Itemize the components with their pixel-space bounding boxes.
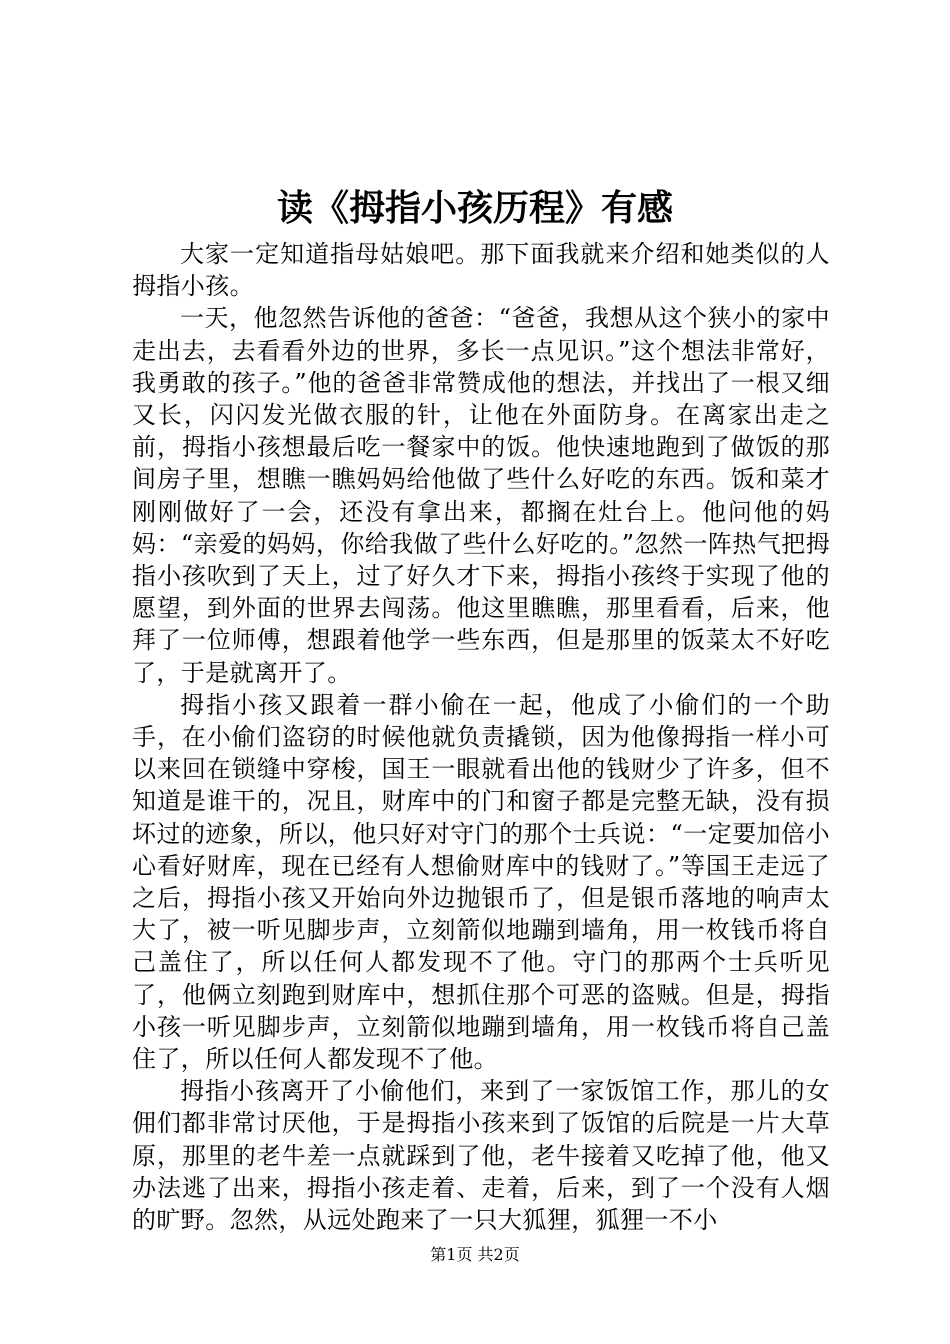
paragraph-1: 大家一定知道指母姑娘吧。那下面我就来介绍和她类似的人拇指小孩。: [132, 240, 830, 301]
document-body: [132, 238, 830, 1236]
paragraph-4: 拇指小孩离开了小偷他们，来到了一家饭馆工作，那儿的女佣们都非常讨厌他，于是拇指小孩来到了饭馆的后院是一片大草原，那里的老牛差一点就踩到了他，老牛接着又吃掉了他，他又办法逃了出来，拇指小孩走着、走着，后来，到了一个没有人烟的旷野。忽然，从远处跑来了一只大狐狸，狐狸一不小: [132, 1077, 830, 1235]
document-title: 读《拇指小孩历程》有感: [276, 187, 673, 229]
page-number-footer: 第1页 共2页: [430, 1245, 520, 1264]
paragraph-2: 一天，他忽然告诉他的爸爸：“爸爸，我想从这个狭小的家中走出去，去看看外边的世界，多长一点见识。”这个想法非常好，我勇敢的孩子。”他的爸爸非常赞成他的想法，并找出了一根又细又长，闪闪发光做衣服的针，让他在外面防身。在离家出走之前，拇指小孩想最后吃一餐家中的饭。他快速地跑到了做饭的那间房子里，想瞧一瞧妈妈给他做了些什么好吃的东西。饭和菜才刚刚做好了一会，还没有拿出来，都搁在灶台上。他问他的妈妈：“亲爱的妈妈，你给我做了些什么好吃的。”忽然一阵热气把拇指小孩吹到了天上，过了好久才下来，拇指小孩终于实现了他的愿望，到外面的世界去闯荡。他这里瞧瞧，那里看看，后来，他拜了一位师傅，想跟着他学一些东西，但是那里的饭菜太不好吃了，于是就离开了。: [132, 304, 830, 687]
paragraph-3: 拇指小孩又跟着一群小偷在一起，他成了小偷们的一个助手，在小偷们盗窃的时候他就负责撬锁，因为他像拇指一样小可以来回在锁缝中穿梭，国王一眼就看出他的钱财少了许多，但不知道是谁干的，况且，财库中的门和窗子都是完整无缺，没有损坏过的迹象，所以，他只好对守门的那个士兵说：“一定要加倍小心看好财库，现在已经有人想偷财库中的钱财了。”等国王走远了之后，拇指小孩又开始向外边抛银币了，但是银币落地的响声太大了，被一听见脚步声，立刻箭似地蹦到墙角，用一枚钱币将自己盖住了，所以任何人都发现不了他。守门的那两个士兵听见了，他俩立刻跑到财库中，想抓住那个可恶的盗贼。但是，拇指小孩一听见脚步声，立刻箭似地蹦到墙角，用一枚钱币将自己盖住了，所以任何人都发现不了他。: [132, 690, 830, 1074]
